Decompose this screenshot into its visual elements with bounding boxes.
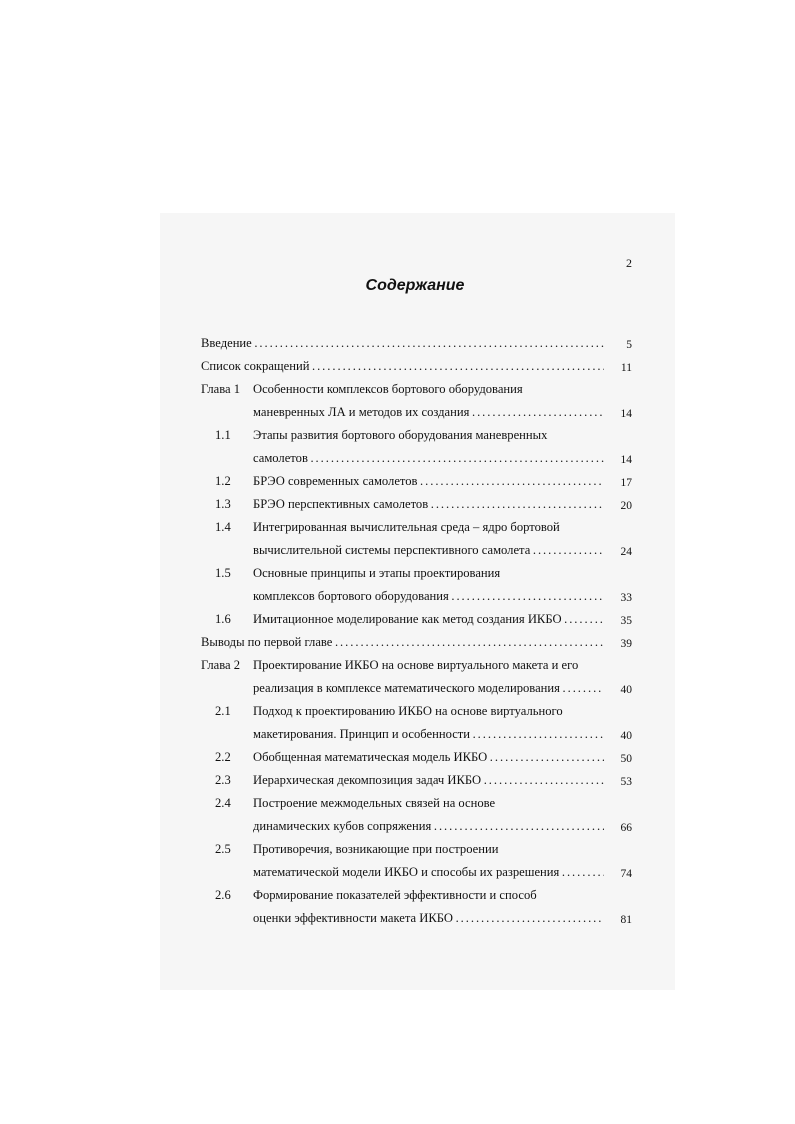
section-number: 2.2 — [215, 750, 231, 764]
toc-line — [0, 887, 795, 903]
section-number: 2.4 — [215, 796, 231, 810]
toc-line — [0, 427, 795, 443]
toc-line — [0, 910, 795, 926]
section-number: 1.6 — [215, 612, 231, 626]
toc-page-number: 33 — [620, 592, 632, 604]
section-number: 2.1 — [215, 704, 231, 718]
toc-page-number: 81 — [620, 914, 632, 926]
toc-entry-text: Введение . . . — [201, 335, 604, 351]
toc-entry-text: вычислительной системы перспективного самолета . . . — [253, 542, 604, 558]
toc-line — [0, 680, 795, 696]
toc-entry-text: Обобщенная математическая модель ИКБО . . . — [253, 749, 604, 765]
chapter-label: Глава 1 — [201, 382, 241, 396]
toc-page-number: 50 — [620, 753, 632, 765]
toc-line — [0, 565, 795, 581]
toc-entry-text: динамических кубов сопряжения . . . — [253, 818, 604, 834]
toc-entry-text: Формирование показателей эффективности и способ — [253, 888, 537, 902]
toc-line — [0, 726, 795, 742]
toc-entry-text: Подход к проектированию ИКБО на основе виртуального — [253, 704, 563, 718]
toc-page-number: 74 — [620, 868, 632, 880]
toc-page-number: 14 — [620, 454, 632, 466]
section-number: 2.6 — [215, 888, 231, 902]
toc-line — [0, 841, 795, 857]
toc-entry-text: Интегрированная вычислительная среда – ядро бортовой — [253, 520, 560, 534]
section-number: 1.5 — [215, 566, 231, 580]
toc-entry-text: Список сокращений . . . — [201, 358, 604, 374]
toc-page-number: 24 — [620, 546, 632, 558]
toc-page-number: 53 — [620, 776, 632, 788]
toc-line — [0, 864, 795, 880]
toc-line — [0, 542, 795, 558]
toc-entry-text: реализация в комплексе математического моделирования . . . — [253, 680, 604, 696]
toc-page-number: 40 — [620, 730, 632, 742]
toc-entry-text: Особенности комплексов бортового оборудования — [253, 382, 523, 396]
toc-entry-text: Основные принципы и этапы проектирования — [253, 566, 501, 580]
toc-entry-text: Противоречия, возникающие при построении — [253, 842, 499, 856]
toc-entry-text: комплексов бортового оборудования . . . — [253, 588, 604, 604]
toc-page-number: 14 — [620, 408, 632, 420]
section-number: 1.4 — [215, 520, 231, 534]
toc-page-number: 40 — [620, 684, 632, 696]
toc-entry-text: Иерархическая декомпозиция задач ИКБО . . . — [253, 772, 604, 788]
toc-title: Содержание — [365, 277, 465, 294]
toc-page-number: 66 — [620, 822, 632, 834]
section-number: 1.3 — [215, 497, 231, 511]
toc-entry-text: Выводы по первой главе . . . — [201, 634, 604, 650]
toc-line — [0, 703, 795, 719]
toc-entry-text: Проектирование ИКБО на основе виртуального макета и его — [253, 658, 579, 672]
toc-line — [0, 772, 795, 788]
toc-line — [0, 335, 795, 351]
section-number: 1.1 — [215, 428, 231, 442]
chapter-label: Глава 2 — [201, 658, 241, 672]
toc-entry-text: самолетов . . . — [253, 450, 604, 466]
toc-line — [0, 657, 795, 673]
toc-line — [0, 588, 795, 604]
toc-page-number: 39 — [620, 638, 632, 650]
toc-line — [0, 611, 795, 627]
toc-entry-text: оценки эффективности макета ИКБО . . . — [253, 910, 604, 926]
toc-line — [0, 450, 795, 466]
toc-entry-text: БРЭО перспективных самолетов . . . — [253, 496, 604, 512]
toc-line — [0, 381, 795, 397]
page-number: 2 — [626, 256, 632, 270]
toc-line — [0, 404, 795, 420]
toc-entry-text: Этапы развития бортового оборудования маневренных — [253, 428, 548, 442]
toc-page-number: 5 — [626, 339, 632, 351]
toc-line — [0, 818, 795, 834]
toc-line — [0, 795, 795, 811]
toc-entry-text: Построение межмодельных связей на основе — [253, 796, 496, 810]
section-number: 1.2 — [215, 474, 231, 488]
section-number: 2.5 — [215, 842, 231, 856]
toc-line — [0, 519, 795, 535]
toc-page-number: 17 — [620, 477, 632, 489]
toc-line — [0, 358, 795, 374]
toc-entry-text: математической модели ИКБО и способы их разрешения . . . — [253, 864, 604, 880]
toc-page-number: 11 — [620, 362, 632, 374]
toc-line — [0, 473, 795, 489]
toc-entry-text: макетирования. Принцип и особенности . . . — [253, 726, 604, 742]
toc-entry-text: Имитационное моделирование как метод создания ИКБО . . . — [253, 611, 604, 627]
toc-entry-text: БРЭО современных самолетов . . . — [253, 473, 604, 489]
toc-line — [0, 749, 795, 765]
toc-line — [0, 634, 795, 650]
section-number: 2.3 — [215, 773, 231, 787]
toc-page-number: 20 — [620, 500, 632, 512]
toc-entry-text: маневренных ЛА и методов их создания . . . — [253, 404, 604, 420]
toc-line — [0, 496, 795, 512]
toc-page-number: 35 — [620, 615, 632, 627]
